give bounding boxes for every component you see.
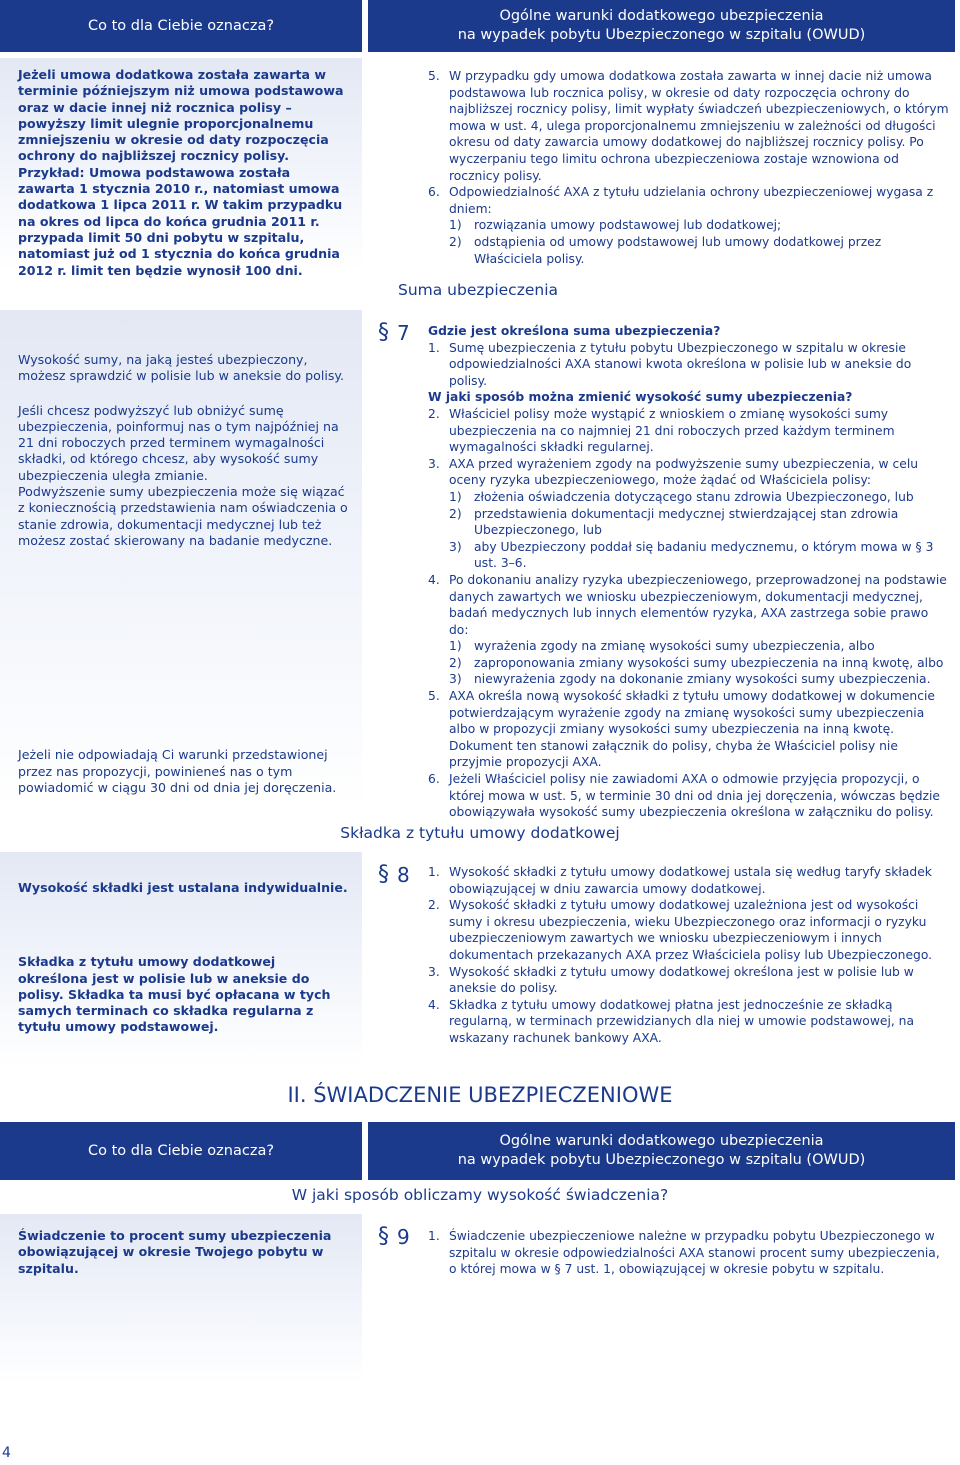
right-header-bar (368, 0, 955, 52)
side-note-p3: Podwyższenie sumy ubezpieczenia może się wiązać z koniecznością przedstawienia nam oświadczenia o stanie zdrowia, dokumentacji medycznej lub też możesz zostać skierowany na badanie medyczne. (18, 484, 348, 548)
side-note-p2: Jeśli chcesz podwyższyć lub obniżyć sumę ubezpieczenia, poinformuj nas o tym najpóźniej na 21 dni roboczych przed terminem wymagalności składki, od którego chcesz, aby wysokość sumy ubezpieczenia uległa zmianie. (18, 402, 339, 483)
right-header-line2: na wypadek pobytu Ubezpieczonego w szpitalu (OWUD) (457, 1152, 866, 1168)
list-item: 5. AXA określa nową wysokość składki z tytułu umowy dodatkowej w dokumencie potwierdzającym wyrażenie zgody na zmianę wysokości sumy ubezpieczenia albo w propozycji zmiany wysokości sumy ubezpieczenia na inną kwotę. Dokument ten stanowi załącznik do polisy, chyba że Właściciel polisy nie przyjmie propozycji AXA. (428, 689, 935, 770)
section-marker-7 (378, 322, 410, 344)
side-note-swiadczenie (0, 1214, 362, 1384)
sub-item: 1) złożenia oświadczenia dotyczącego stanu zdrowia Ubezpieczonego, lub (449, 489, 914, 504)
list-item: 4. Składka z tytułu umowy dodatkowej płatna jest jednocześnie ze składką regularną, w terminach przewidzianych dla niej w umowie podstawowej, na wskazany rachunek bankowy AXA. (428, 997, 915, 1045)
question-heading: W jaki sposób można zmienić wysokość sumy ubezpieczenia? (428, 390, 853, 405)
section-marker-8 (378, 864, 410, 886)
list-item: 6. Odpowiedzialność AXA z tytułu udzielania ochrony ubezpieczeniowej wygasa z dniem: (428, 185, 934, 216)
section-marker-9 (378, 1226, 410, 1248)
section-heading-suma: Suma ubezpieczenia (397, 281, 559, 299)
sub-item: 2) przedstawienia dokumentacji medycznej stwierdzającej stan zdrowia Ubezpieczonego, lub (449, 506, 899, 538)
side-note-text: Jeżeli umowa dodatkowa została zawarta w terminie późniejszym niż umowa podstawowa oraz w dacie innej niż rocznica polisy – powyższy limit ulegnie proporcjonalnemu zmniejszeniu w okresie od daty rozpoczęcia ochrony do najbliższej rocznicy polisy. Przykład: Umowa podstawowa została zawarta 1 stycznia 2010 r., natomiast umowa dodatkowa 1 lipca 2011 r. W takim przypadku na okres od lipca do końca grudnia 2011 r. przypada limit 50 dni pobytu w szpitalu, natomiast już od 1 stycznia do końca grudnia 2012 r. limit ten będzie wynosił 100 dni. (18, 67, 344, 278)
section-8-text (428, 864, 950, 1047)
side-note-p1: Świadczenie to procent sumy ubezpieczenia obowiązującej w okresie Twojego pobytu w szpitalu. (18, 1228, 332, 1276)
list-item: 2. Właściciel polisy może wystąpić z wnioskiem o zmianę wysokości sumy ubezpieczenia na co najmniej 21 dni roboczych przed każdym terminem wymagalności składki regularnej. (428, 406, 895, 455)
section-9-text (428, 1228, 950, 1278)
sub-item: 1) rozwiązania umowy podstawowej lub dodatkowej; (449, 218, 782, 233)
side-note-limit (0, 58, 362, 278)
list-item: 3. AXA przed wyrażeniem zgody na podwyższenie sumy ubezpieczenia, w celu oceny ryzyka ubezpieczeniowego, może żądać od Właściciela polisy: (428, 456, 919, 488)
section-7-text (428, 323, 950, 821)
list-item: 1. Wysokość składki z tytułu umowy dodatkowej ustala się według taryfy składek obowiązującej w dniu zawarcia umowy dodatkowej. (428, 865, 932, 896)
sub-item: 1) wyrażenia zgody na zmianę wysokości sumy ubezpieczenia, albo (449, 639, 875, 654)
paragraph-symbol: § (378, 862, 389, 887)
sub-item: 3) aby Ubezpieczony poddał się badaniu medycznemu, o którym mowa w § 3 ust. 3–6. (449, 539, 934, 571)
question-heading: Gdzie jest określona suma ubezpieczenia? (428, 324, 721, 338)
list-item: 2. Wysokość składki z tytułu umowy dodatkowej uzależniona jest od wysokości sumy i okresu ubezpieczenia, wieku Ubezpieczonego oraz informacji o ryzyku ubezpieczeniowym zawartych we wniosku ubezpieczeniowym i innych dokumentach przekazanych AXA przez Właściciela polisy lub Ubezpieczonego. (428, 898, 933, 962)
list-item: 3. Wysokość składki z tytułu umowy dodatkowej określona jest w polisie lub w aneksie do polisy. (428, 964, 914, 996)
side-note-skladka (0, 852, 362, 1067)
side-note-p4: Jeżeli nie odpowiadają Ci warunki przedstawionej przez nas propozycji, powinieneś nas o tym powiadomić w ciągu 30 dni od dnia jej doręczenia. (18, 747, 337, 795)
paragraph-number: 7 (397, 321, 410, 345)
right-header-bar (368, 1122, 955, 1180)
paragraph-symbol: § (378, 1224, 389, 1249)
paragraph-symbol: § (378, 320, 389, 345)
left-header-label: Co to dla Ciebie oznacza? (87, 1142, 275, 1159)
section-heading-swiadczenie: W jaki sposób obliczamy wysokość świadczenia? (291, 1186, 669, 1204)
list-item: 1. Świadczenie ubezpieczeniowe należne w przypadku pobytu Ubezpieczonego w szpitalu w okresie odpowiedzialności AXA stanowi procent sumy ubezpieczenia, o której mowa w § 7 ust. 1, obowiązującej w okresie pobytu w szpitalu. (428, 1229, 940, 1277)
left-header-label: Co to dla Ciebie oznacza? (87, 17, 275, 34)
right-header-line2: na wypadek pobytu Ubezpieczonego w szpitalu (OWUD) (457, 27, 866, 43)
paragraph-number: 8 (397, 863, 410, 887)
side-note-p2: Składka z tytułu umowy dodatkowej określona jest w polisie lub w aneksie do polisy. Składka ta musi być opłacana w tych samych terminach co składka regularna z tytułu umowy podstawowej. (18, 954, 331, 1035)
left-header-bar (0, 1122, 362, 1180)
page-number: 4 (2, 1445, 11, 1461)
left-header-bar (0, 0, 362, 52)
section-heading-skladka: Składka z tytułu umowy dodatkowej (340, 824, 620, 842)
owud-top-text (428, 68, 950, 267)
list-item: 6. Jeżeli Właściciel polisy nie zawiadomi AXA o odmowie przyjęcia propozycji, o której mowa w ust. 5, w terminie 30 dni od dnia jej doręczenia, wówczas będzie obowiązywała wysokość sumy ubezpieczenia określona w załączniku do polisy. (428, 772, 940, 820)
side-note-p1: Wysokość sumy, na jaką jesteś ubezpieczony, możesz sprawdzić w polisie lub w aneksie do polisy. (18, 352, 345, 384)
side-note-suma (0, 310, 362, 810)
sub-item: 2) odstąpienia od umowy podstawowej lub umowy dodatkowej przez Właściciela polisy. (449, 234, 882, 266)
sub-item: 2) zaproponowania zmiany wysokości sumy ubezpieczenia na inną kwotę, albo (449, 655, 944, 670)
paragraph-number: 9 (397, 1225, 410, 1249)
chapter-title: II. ŚWIADCZENIE UBEZPIECZENIOWE (287, 1083, 673, 1107)
right-header-line1: Ogólne warunki dodatkowego ubezpieczenia (499, 8, 824, 24)
list-item: 4. Po dokonaniu analizy ryzyka ubezpieczeniowego, przeprowadzonej na podstawie danych zawartych we wniosku ubezpieczeniowym, dokumentacji medycznej, badań medycznych lub innych elementów ryzyka, AXA zastrzega sobie prawo do: (428, 572, 947, 637)
list-item: 1. Sumę ubezpieczenia z tytułu pobytu Ubezpieczonego w szpitalu w okresie odpowiedzialności AXA stanowi kwota określona w polisie lub w aneksie do polisy. (428, 340, 912, 388)
right-header-line1: Ogólne warunki dodatkowego ubezpieczenia (499, 1133, 824, 1149)
side-note-p1: Wysokość składki jest ustalana indywidualnie. (18, 880, 348, 895)
list-item: 5. W przypadku gdy umowa dodatkowa została zawarta w innej dacie niż umowa podstawowa lub rocznica polisy, w okresie od daty rozpoczęcia ochrony do najbliższej rocznicy polisy, limit wypłaty świadczeń ubezpieczeniowych, o którym mowa w ust. 4, ulega proporcjonalnemu zmniejszeniu w zależności od długości okresu od daty zawarcia umowy dodatkowej do najbliższej rocznicy polisy. Po wyczerpaniu tego limitu ochrona ubezpieczeniowa zostaje wznowiona od rocznicy polisy. (428, 69, 949, 183)
sub-item: 3) niewyrażenia zgody na dokonanie zmiany wysokości sumy ubezpieczenia. (449, 672, 931, 687)
